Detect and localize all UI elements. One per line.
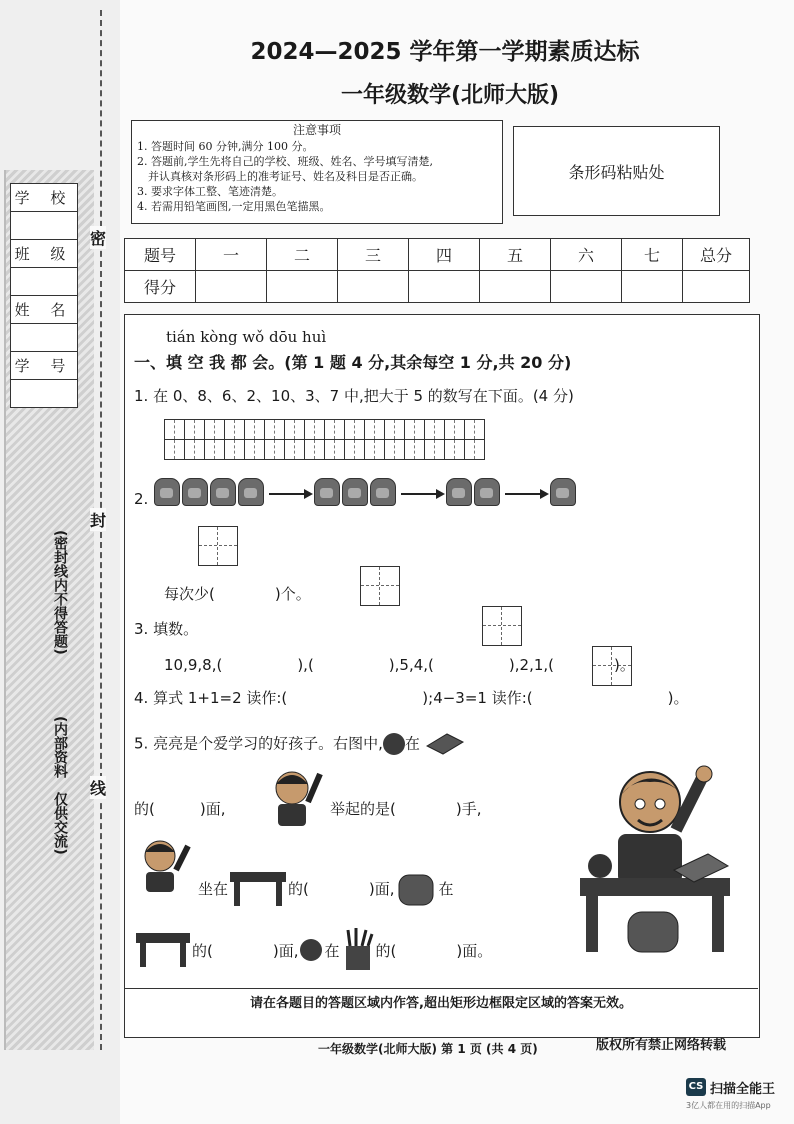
section1-title: 一、填 空 我 都 会。(第 1 题 4 分,其余每空 1 分,共 20 分) xyxy=(134,353,572,372)
barcode-label: 条形码粘贴处 xyxy=(568,162,665,182)
q3-text: 3. 填数。 xyxy=(134,620,199,638)
pencil-holder-icon xyxy=(340,928,376,972)
grid-row xyxy=(165,439,485,460)
copyright-notice: 版权所有禁止网络转载 xyxy=(596,1038,727,1053)
q5-intro: 5. 亮亮是个爱学习的好孩子。右图中, xyxy=(134,734,383,753)
backpack-icon xyxy=(210,478,236,506)
grid-row xyxy=(165,419,485,440)
scanner-logo-icon: CS xyxy=(686,1078,706,1096)
student-id-field[interactable] xyxy=(11,380,78,408)
backpack-icon xyxy=(474,478,500,506)
q5-hand-text: 举起的是( )手, xyxy=(330,800,482,818)
backpack-icon xyxy=(370,478,396,506)
score-cell[interactable] xyxy=(267,271,338,303)
name-field[interactable] xyxy=(11,324,78,352)
q2-answer-box[interactable] xyxy=(360,566,400,606)
name-label: 姓 名 xyxy=(11,296,78,324)
score-cell[interactable] xyxy=(480,271,551,303)
notice-box xyxy=(131,120,503,224)
score-header: 题号 xyxy=(125,239,196,271)
q5-text-sit: 坐在 xyxy=(198,879,229,898)
notice-item: 并认真核对条形码上的准考证号、姓名及科目是否正确。 xyxy=(137,170,423,183)
boy-icon xyxy=(134,834,194,894)
score-header: 六 xyxy=(551,239,622,271)
notice-item: 1. 答题时间 60 分钟,满分 100 分。 xyxy=(137,140,314,153)
exam-subtitle: 一年级数学(北师大版) xyxy=(340,83,560,108)
backpack-icon xyxy=(182,478,208,506)
notice-title: 注意事项 xyxy=(292,123,341,137)
q1-text: 1. 在 0、8、6、2、10、3、7 中,把大于 5 的数写在下面。(4 分) xyxy=(134,387,574,405)
q4-text: 4. 算式 1+1=2 读作:( );4−3=1 读作:( )。 xyxy=(134,689,689,707)
exam-title: 2024—2025 学年第一学期素质达标 xyxy=(250,39,640,65)
seal-note-internal: (内部资料 仅供交流) xyxy=(52,716,68,855)
q5-line2 xyxy=(134,798,225,819)
q2-number: 2. xyxy=(134,490,149,508)
apple-icon xyxy=(383,733,405,755)
class-label: 班 级 xyxy=(11,240,78,268)
q5-line3 xyxy=(198,868,454,908)
class-field[interactable] xyxy=(11,268,78,296)
backpack-icon xyxy=(314,478,340,506)
q5-blank-text: 的( )面, xyxy=(134,800,226,818)
barcode-area xyxy=(513,126,720,216)
q3-sequence: 10,9,8,( ),( ),5,4,( ),2,1,( )。 xyxy=(164,656,635,674)
q5-blank-text: 的( )面。 xyxy=(375,941,493,960)
school-field[interactable] xyxy=(11,212,78,240)
boy-raising-hand-icon xyxy=(264,766,326,828)
seal-note-no-answer: (密封线内不得答题) xyxy=(52,530,68,655)
school-label: 学 校 xyxy=(11,184,78,212)
backpack-icon xyxy=(154,478,180,506)
score-cell[interactable] xyxy=(551,271,622,303)
q2-answer-box[interactable] xyxy=(198,526,238,566)
backpack-icon xyxy=(550,478,576,506)
scanner-app-tagline: 3亿人都在用的扫描App xyxy=(686,1101,771,1110)
student-id-label: 学 号 xyxy=(11,352,78,380)
q2-answer-box[interactable] xyxy=(482,606,522,646)
score-header: 总分 xyxy=(683,239,750,271)
arrow-icon xyxy=(401,493,443,495)
book-icon xyxy=(425,732,465,756)
score-row-label: 得分 xyxy=(125,271,196,303)
arrow-icon xyxy=(269,493,311,495)
q2-backpack-sequence xyxy=(154,478,578,506)
score-cell[interactable] xyxy=(622,271,683,303)
backpack-icon xyxy=(395,869,439,907)
notice-item: 4. 若需用铅笔画图,一定用黑色笔描黑。 xyxy=(137,200,331,213)
seal-char-feng: 封 xyxy=(90,508,106,531)
seal-char-mi: 密 xyxy=(90,226,106,249)
q5-text-zai: 在 xyxy=(438,879,454,898)
score-header: 二 xyxy=(267,239,338,271)
q5-text-zai: 在 xyxy=(324,941,340,960)
seal-char-xian: 线 xyxy=(90,776,106,799)
notice-item: 2. 答题前,学生先将自己的学校、班级、姓名、学号填写清楚, xyxy=(137,155,433,168)
notice-item: 3. 要求字体工整、笔迹清楚。 xyxy=(137,185,283,198)
desk-icon xyxy=(228,868,288,908)
arrow-icon xyxy=(505,493,547,495)
q1-writing-grid[interactable] xyxy=(165,419,485,460)
scanner-app-name: 扫描全能王 xyxy=(710,1082,776,1097)
score-header: 七 xyxy=(622,239,683,271)
score-cell[interactable] xyxy=(683,271,750,303)
backpack-icon xyxy=(238,478,264,506)
score-cell[interactable] xyxy=(409,271,480,303)
score-header: 三 xyxy=(338,239,409,271)
backpack-icon xyxy=(342,478,368,506)
score-header: 四 xyxy=(409,239,480,271)
boy-at-desk-illustration xyxy=(578,758,738,956)
q5-blank-text: 的( )面, xyxy=(288,879,395,898)
student-info-table xyxy=(10,183,78,408)
page-footer: 一年级数学(北师大版) 第 1 页 (共 4 页) xyxy=(318,1042,538,1056)
q5-text xyxy=(134,732,465,756)
desk-icon xyxy=(134,931,192,969)
apple-icon xyxy=(300,939,322,961)
q5-blank-text: 的( )面, xyxy=(192,941,299,960)
backpack-icon xyxy=(446,478,472,506)
score-cell[interactable] xyxy=(196,271,267,303)
q2-text: 每次少( )个。 xyxy=(164,585,311,603)
answer-area-notice: 请在各题目的答题区域内作答,超出矩形边框限定区域的答案无效。 xyxy=(124,988,758,1011)
score-cell[interactable] xyxy=(338,271,409,303)
q5-text-zai: 在 xyxy=(404,734,420,753)
section1-pinyin: tián kòng wǒ dōu huì xyxy=(166,328,327,346)
score-table xyxy=(124,238,750,303)
score-header: 五 xyxy=(480,239,551,271)
q5-line4 xyxy=(134,928,492,972)
score-header: 一 xyxy=(196,239,267,271)
